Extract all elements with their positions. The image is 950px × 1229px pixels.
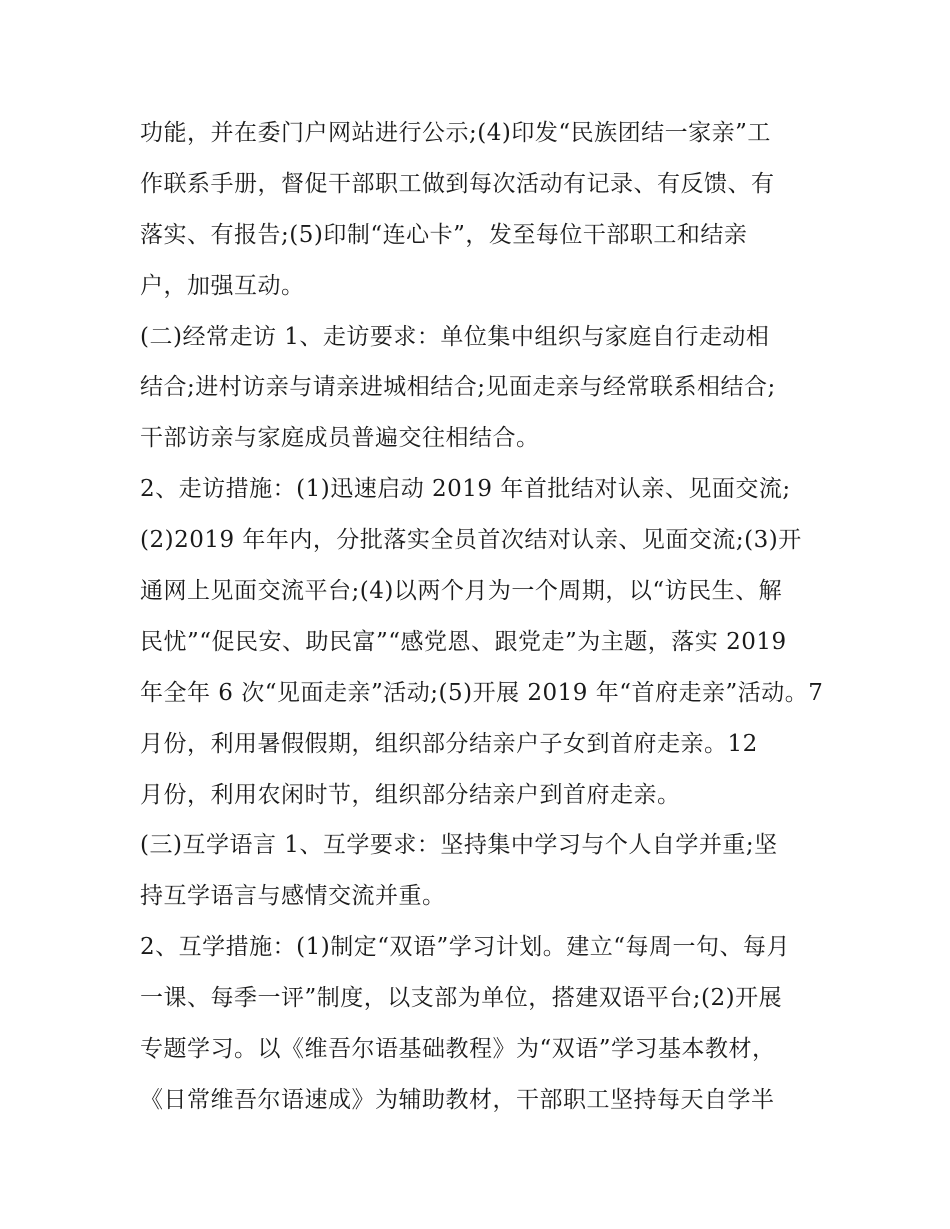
- text-line: 结合;进村访亲与请亲进城相结合;见面走亲与经常联系相结合;: [140, 374, 776, 401]
- text-line: 通网上见面交流平台;(4)以两个月为一个周期，以“访民生、解: [140, 578, 783, 605]
- text-line: 作联系手册，督促干部职工做到每次活动有记录、有反馈、有: [140, 170, 775, 197]
- text-line: 《日常维吾尔语速成》为辅助教材，干部职工坚持每天自学半: [140, 1086, 775, 1113]
- text-line: 月份，利用农闲时节，组织部分结亲户到首府走亲。: [140, 781, 681, 808]
- text-line: 户，加强互动。: [140, 272, 305, 299]
- text-line: (2)2019 年年内，分批落实全员首次结对认亲、见面交流;(3)开: [140, 527, 802, 554]
- text-line: 民忧”“促民安、助民富”“感党恩、跟党走”为主题，落实 2019: [140, 628, 787, 655]
- document-body: [140, 108, 830, 1126]
- text-line: 功能，并在委门户网站进行公示;(4)印发“民族团结一家亲”工: [140, 120, 771, 146]
- text-line: 月份，利用暑假假期，组织部分结亲户子女到首府走亲。12: [140, 730, 758, 757]
- text-line: 持互学语言与感情交流并重。: [140, 883, 446, 910]
- text-line: 专题学习。以《维吾尔语基础教程》为“双语”学习基本教材，: [140, 1036, 776, 1063]
- text-line: 年全年 6 次“见面走亲”活动;(5)开展 2019 年“首府走亲”活动。7: [140, 679, 824, 706]
- text-line: (二)经常走访 1、走访要求：单位集中组织与家庭自行走动相: [140, 323, 770, 350]
- text-line: (三)互学语言 1、互学要求：坚持集中学习与个人自学并重;坚: [140, 832, 778, 859]
- text-line: 2、走访措施：(1)迅速启动 2019 年首批结对认亲、见面交流;: [140, 476, 791, 503]
- text-line: 一课、每季一评”制度，以支部为单位，搭建双语平台;(2)开展: [140, 985, 783, 1012]
- text-line: 2、互学措施：(1)制定“双语”学习计划。建立“每周一句、每月: [140, 934, 790, 961]
- text-line: 落实、有报告;(5)印制“连心卡”，发至每位干部职工和结亲: [140, 221, 748, 248]
- text-line: 干部访亲与家庭成员普遍交往相结合。: [140, 425, 540, 452]
